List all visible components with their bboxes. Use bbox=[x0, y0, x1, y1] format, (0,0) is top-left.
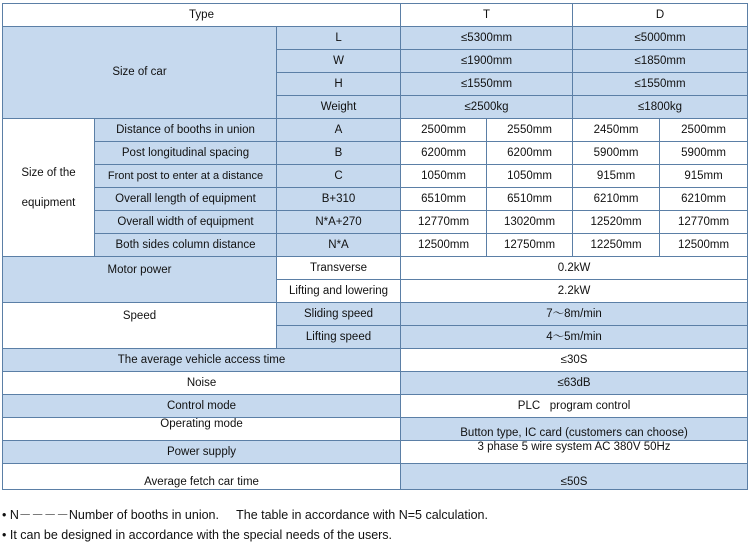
equipment-d1: 6210mm bbox=[573, 188, 660, 211]
equipment-t2: 6200mm bbox=[487, 142, 573, 165]
misc-label: Control mode bbox=[3, 395, 401, 418]
equipment-t2: 1050mm bbox=[487, 165, 573, 188]
equipment-param: B+310 bbox=[277, 188, 401, 211]
misc-value: ≤50S bbox=[401, 464, 748, 490]
equipment-name: Front post to enter at a distance bbox=[95, 165, 277, 188]
car-value-d: ≤1800kg bbox=[573, 96, 748, 119]
equipment-d1: 2450mm bbox=[573, 119, 660, 142]
motor-section-label: Motor power bbox=[3, 257, 277, 303]
equipment-d2: 12500mm bbox=[660, 234, 748, 257]
misc-row bbox=[3, 349, 748, 372]
equipment-row bbox=[3, 211, 748, 234]
header-d: D bbox=[573, 4, 748, 27]
car-value-d: ≤1850mm bbox=[573, 50, 748, 73]
equipment-label-line1: Size of the bbox=[21, 166, 76, 179]
car-param: H bbox=[277, 73, 401, 96]
car-param: Weight bbox=[277, 96, 401, 119]
misc-value: Button type, IC card (customers can choose) bbox=[401, 418, 748, 441]
equipment-t2: 13020mm bbox=[487, 211, 573, 234]
equipment-t1: 6200mm bbox=[401, 142, 487, 165]
motor-param: Transverse bbox=[277, 257, 401, 280]
speed-param: Lifting speed bbox=[277, 326, 401, 349]
equipment-d2: 12770mm bbox=[660, 211, 748, 234]
misc-label: Power supply bbox=[3, 441, 401, 464]
equipment-param: A bbox=[277, 119, 401, 142]
equipment-t1: 2500mm bbox=[401, 119, 487, 142]
equipment-row bbox=[3, 165, 748, 188]
equipment-name: Post longitudinal spacing bbox=[95, 142, 277, 165]
equipment-row bbox=[3, 234, 748, 257]
misc-value: ≤63dB bbox=[401, 372, 748, 395]
equipment-row bbox=[3, 119, 748, 142]
car-value-d: ≤5000mm bbox=[573, 27, 748, 50]
header-t: T bbox=[401, 4, 573, 27]
equipment-param: B bbox=[277, 142, 401, 165]
speed-value: 7～8m/min bbox=[401, 303, 748, 326]
equipment-d2: 2500mm bbox=[660, 119, 748, 142]
footnote: • It can be designed in accordance with the special needs of the users. bbox=[2, 528, 393, 542]
footnotes bbox=[2, 505, 747, 545]
misc-label: Operating mode bbox=[3, 418, 401, 441]
header-row bbox=[3, 4, 748, 27]
equipment-d1: 915mm bbox=[573, 165, 660, 188]
equipment-section-label bbox=[3, 119, 95, 257]
header-type: Type bbox=[3, 4, 401, 27]
equipment-name: Overall length of equipment bbox=[95, 188, 277, 211]
motor-row bbox=[3, 257, 748, 280]
equipment-t1: 1050mm bbox=[401, 165, 487, 188]
equipment-d1: 12520mm bbox=[573, 211, 660, 234]
equipment-t2: 2550mm bbox=[487, 119, 573, 142]
misc-value: ≤30S bbox=[401, 349, 748, 372]
equipment-d2: 915mm bbox=[660, 165, 748, 188]
equipment-param: N*A+270 bbox=[277, 211, 401, 234]
car-row-l bbox=[3, 27, 748, 50]
speed-value: 4～5m/min bbox=[401, 326, 748, 349]
equipment-name: Overall width of equipment bbox=[95, 211, 277, 234]
speed-section-label: Speed bbox=[3, 303, 277, 349]
speed-param: Sliding speed bbox=[277, 303, 401, 326]
equipment-row bbox=[3, 188, 748, 211]
misc-label: Average fetch car time bbox=[3, 464, 401, 490]
car-value-t: ≤2500kg bbox=[401, 96, 573, 119]
car-section-label: Size of car bbox=[3, 27, 277, 119]
motor-value: 0.2kW bbox=[401, 257, 748, 280]
equipment-d2: 5900mm bbox=[660, 142, 748, 165]
footnote: • N－－－－Number of booths in union. The table in accordance with N=5 calculation. bbox=[2, 508, 488, 522]
misc-row bbox=[3, 372, 748, 395]
equipment-t2: 6510mm bbox=[487, 188, 573, 211]
misc-row bbox=[3, 441, 748, 464]
equipment-name: Both sides column distance bbox=[95, 234, 277, 257]
misc-label: Noise bbox=[3, 372, 401, 395]
equipment-name: Distance of booths in union bbox=[95, 119, 277, 142]
speed-row bbox=[3, 303, 748, 326]
car-param: L bbox=[277, 27, 401, 50]
equipment-param: C bbox=[277, 165, 401, 188]
equipment-t1: 6510mm bbox=[401, 188, 487, 211]
misc-row bbox=[3, 464, 748, 490]
equipment-label-line2: equipment bbox=[21, 196, 76, 209]
car-value-t: ≤5300mm bbox=[401, 27, 573, 50]
equipment-param: N*A bbox=[277, 234, 401, 257]
misc-label: The average vehicle access time bbox=[3, 349, 401, 372]
equipment-d1: 12250mm bbox=[573, 234, 660, 257]
car-value-t: ≤1550mm bbox=[401, 73, 573, 96]
motor-value: 2.2kW bbox=[401, 280, 748, 303]
motor-param: Lifting and lowering bbox=[277, 280, 401, 303]
equipment-t1: 12770mm bbox=[401, 211, 487, 234]
car-value-t: ≤1900mm bbox=[401, 50, 573, 73]
equipment-row bbox=[3, 142, 748, 165]
misc-value: 3 phase 5 wire system AC 380V 50Hz bbox=[401, 441, 748, 464]
specification-table bbox=[2, 3, 748, 490]
equipment-t1: 12500mm bbox=[401, 234, 487, 257]
misc-row bbox=[3, 395, 748, 418]
misc-row bbox=[3, 418, 748, 441]
equipment-d2: 6210mm bbox=[660, 188, 748, 211]
misc-value: PLC program control bbox=[401, 395, 748, 418]
car-param: W bbox=[277, 50, 401, 73]
car-value-d: ≤1550mm bbox=[573, 73, 748, 96]
equipment-d1: 5900mm bbox=[573, 142, 660, 165]
equipment-t2: 12750mm bbox=[487, 234, 573, 257]
